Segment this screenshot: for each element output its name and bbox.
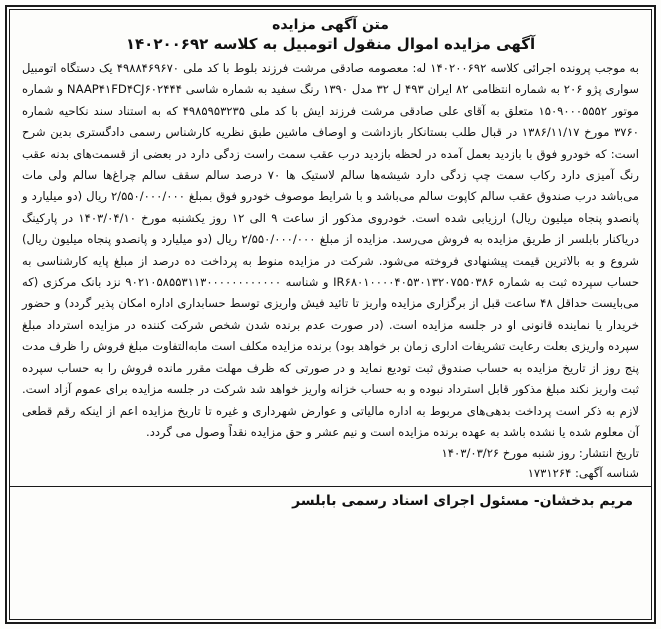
notice-box (9, 9, 652, 620)
auction-title: آگهی مزایده اموال منقول اتومبیل به کلاسه ۱۴۰۲۰۰۶۹۲ (125, 35, 536, 53)
notice-id: شناسه آگهی: ۱۷۳۱۲۶۴ (527, 466, 639, 481)
publish-date: تاریخ انتشار: روز شنبه مورخ ۱۴۰۳/۰۳/۲۶ (441, 446, 639, 461)
notice-outer-border (5, 5, 656, 624)
notice-heading: متن آگهی مزایده (272, 17, 389, 33)
signature-line: مریم بدخشان- مسئول اجرای اسناد رسمی بابلسر (292, 493, 633, 510)
signature-divider (10, 486, 651, 487)
auction-body-text: به موجب پرونده اجرائی کلاسه ۱۴۰۲۰۰۶۹۲ له: معصومه صادقی مرشت فرزند بلوط با کد ملی ۴۹۸۸۴۶۹۶۷۰ یک دستگاه اتومبیل سواری پژو ۲۰۶ به شماره انتظامی ۸۲ ایران ۴۹۳ ل ۳۲ مدل ۱۳۹۰ رنگ سفید به شماره شاسی NAAP۴۱FD۴CJ۶۰۲۴۴۴ و شماره موتور ۱۵۰۹۰۰۰۵۵۵۲ متعلق به آقای علی صادقی مرشت فرزند ایش با کد ملی ۴۹۸۵۹۵۳۲۳۵ که به استناد سند نکاحیه شماره ۳۷۶۰ مورخ ۱۳۸۶/۱۱/۱۷ در قبال طلب بستانکار بازداشت و اوصاف ماشین طبق نظریه کارشناس رسمی دادگستری بدین شرح است: که خودرو فوق با بازدید بعمل آمده در لحظه بازدید درب عقب سمت راست زدگی دارد در بعضی از قسمت‌های بدنه عقب رنگ آمیزی دارد رکاب سمت چپ زدگی دارد شیشه‌ها سالم لاستیک ها ۷۰ درصد سالم سقف سالم چراغ‌ها سالم ولی مات می‌باشد درب صندوق عقب سالم کاپوت سالم می‌باشد و با شرایط موصوف خودرو فوق بمبلغ ۲/۵۵۰/۰۰۰/۰۰۰ ریال (دو میلیارد و پانصدو پنجاه میلیون ریال) ارزیابی شده است. خودروی مذکور از ساعت ۹ الی ۱۲ روز یکشنبه مورخ ۱۴۰۳/۰۴/۱۰ در پارکینگ دریاکنار بابلسر از طریق مزایده به فروش می‌رسد. مزایده از مبلغ ۲/۵۵۰/۰۰۰/۰۰۰ ریال (دو میلیارد و پانصدو پنجاه میلیون ریال) شروع و به بالاترین قیمت پیشنهادی فروخته می‌شود. شرکت در مزایده منوط به پرداخت ده درصد از مبلغ پایه کارشناسی به حساب سپرده ثبت به شماره IR۶۸۰۱۰۰۰۰۴۰۵۳۰۱۳۲۰۷۵۵۰۳۸۶ و شناسه ۹۰۲۱۰۵۸۵۵۳۱۱۳۰۰۰۰۰۰۰۰۰۰۰۰ نزد بانک مرکزی (که می‌بایست حداقل ۴۸ ساعت قبل از برگزاری مزایده واریز تا تائید فیش واریزی توسط حسابداری اداره امکان پذیر گردد) و حضور خریدار یا نماینده قانونی او در جلسه مزایده است. (در صورت عدم برنده شدن شخص شرکت کننده در مزایده استرداد مبلغ سپرده واریزی بعلت رعایت تشریفات اداری زمان بر خواهد بود) برنده مزایده مکلف است مابه‌التفاوت مبلغ فروش را ظرف مدت پنج روز از تاریخ مزایده به حساب صندوق ثبت تودیع نماید و در صورتی که ظرف مهلت مقرر مانده فروش را به حساب سپرده ثبت واریز نکند مبلغ مذکور قابل استرداد نبوده و به حساب خزانه واریز خواهد شد شرکت در جلسه مزایده برای عموم آزاد است. لازم به ذکر است پرداخت بدهی‌های مربوط به اداره مالیاتی و عوارض شهرداری و غیره تا تاریخ مزایده اعم از اینکه رقم قطعی آن معلوم شده یا نشده باشد به عهده برنده مزایده است و نیم عشر و حق مزایده نقداً وصول می گردد. (22, 61, 640, 439)
